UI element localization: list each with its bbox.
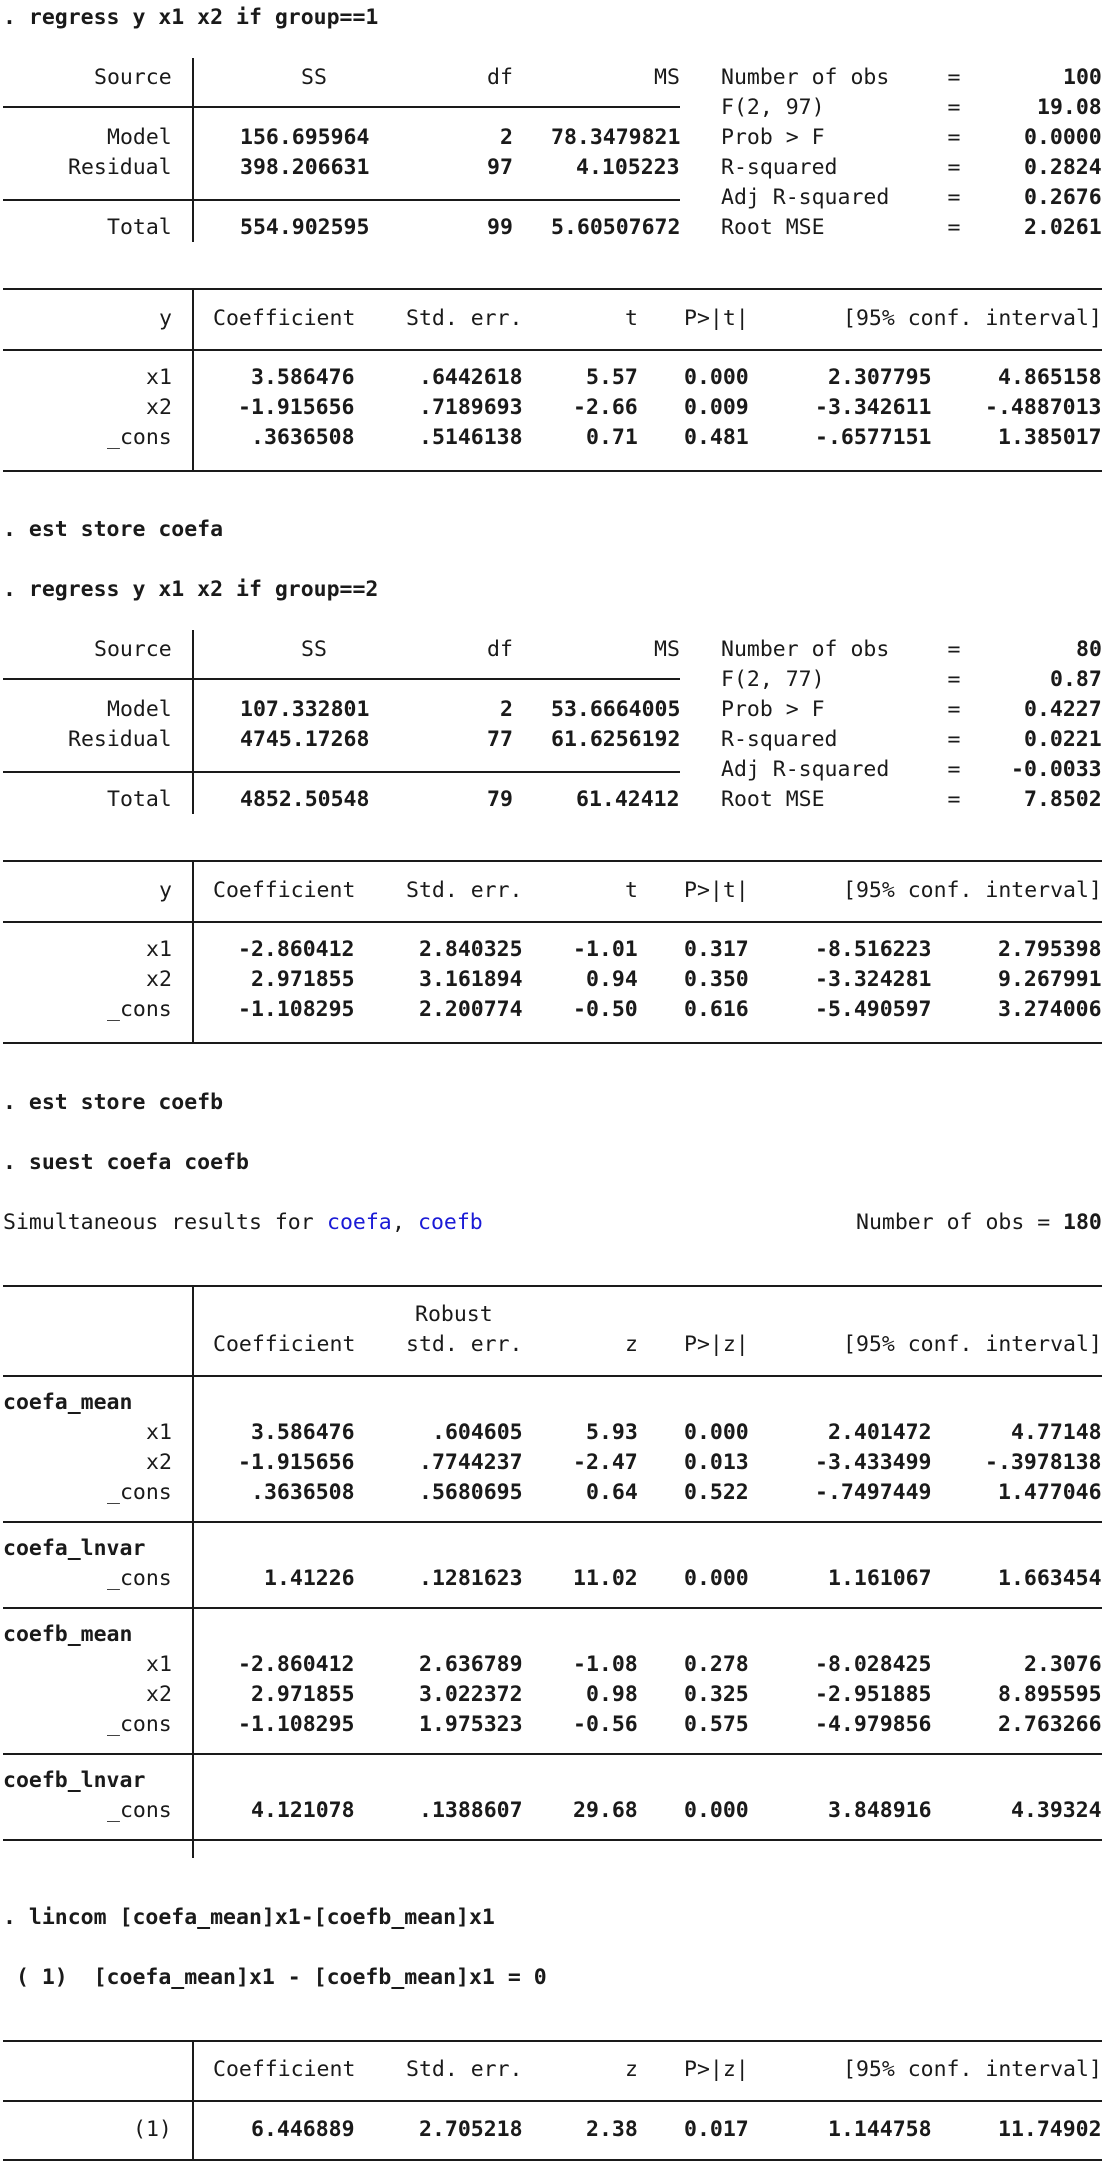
model-stat-equals: = bbox=[947, 697, 961, 722]
anova-header-rule bbox=[3, 678, 680, 680]
command-line: . est store coefa bbox=[3, 517, 224, 542]
coef-row-value: 3.161894 bbox=[419, 967, 523, 992]
anova-row-ms: 61.42412 bbox=[576, 787, 680, 812]
coef-row-value: 1.161067 bbox=[828, 1566, 932, 1591]
suest-header-col: Coefficient bbox=[213, 1332, 356, 1357]
coef-row-value: -1.08 bbox=[573, 1652, 638, 1677]
model-stat-label: Prob > F bbox=[721, 697, 825, 722]
anova-row-ss: 107.332801 bbox=[240, 697, 370, 722]
model-stat-equals: = bbox=[947, 727, 961, 752]
coef-row-value: 2.636789 bbox=[419, 1652, 523, 1677]
coef-row-value: 4.121078 bbox=[251, 1798, 355, 1823]
suest-title: Simultaneous results for bbox=[3, 1210, 327, 1235]
coef-row-name: _cons bbox=[107, 1480, 172, 1505]
coef-row-value: 1.477046 bbox=[998, 1480, 1102, 1505]
equation-block-rule bbox=[3, 1753, 1102, 1755]
coef-row-value: -.7497449 bbox=[815, 1480, 932, 1505]
anova-row-ms: 5.60507672 bbox=[551, 215, 681, 240]
coef-row-value: 2.795398 bbox=[998, 937, 1102, 962]
anova-row-df: 2 bbox=[500, 697, 513, 722]
coef-row-name: x1 bbox=[146, 365, 172, 390]
table-column-divider bbox=[192, 2041, 194, 2160]
model-stat-value: 0.2676 bbox=[1024, 185, 1102, 210]
anova-row-source: Residual bbox=[68, 155, 172, 180]
anova-row-df: 97 bbox=[487, 155, 513, 180]
coef-row-value: 0.017 bbox=[684, 2117, 749, 2142]
model-stat-equals: = bbox=[947, 65, 961, 90]
anova-header-ss: SS bbox=[301, 65, 327, 90]
estimate-link-coefb[interactable]: coefb bbox=[418, 1210, 483, 1235]
anova-row-source: Residual bbox=[68, 727, 172, 752]
model-stat-equals: = bbox=[947, 95, 961, 120]
coef-row-value: 0.317 bbox=[684, 937, 749, 962]
coef-row-value: -.6577151 bbox=[815, 425, 932, 450]
coef-table-top-rule bbox=[3, 288, 1102, 290]
coef-row-value: 0.000 bbox=[684, 1798, 749, 1823]
coef-row-value: 3.848916 bbox=[828, 1798, 932, 1823]
coef-row-value: -2.860412 bbox=[238, 1652, 355, 1677]
command-line: . lincom [coefa_mean]x1-[coefb_mean]x1 bbox=[3, 1905, 495, 1930]
model-stat-label: Adj R-squared bbox=[721, 757, 890, 782]
coef-row-value: 1.41226 bbox=[264, 1566, 355, 1591]
anova-row-ss: 4745.17268 bbox=[240, 727, 370, 752]
coef-row-value: -2.66 bbox=[573, 395, 638, 420]
model-stat-value: 0.87 bbox=[1050, 667, 1102, 692]
anova-header-rule bbox=[3, 106, 680, 108]
model-stat-label: Number of obs bbox=[721, 65, 890, 90]
suest-nobs-label: Number of obs = bbox=[856, 1210, 1064, 1235]
model-stat-label: Adj R-squared bbox=[721, 185, 890, 210]
equation-name: coefa_mean bbox=[3, 1390, 133, 1415]
coef-row-value: 6.446889 bbox=[251, 2117, 355, 2142]
command-line: . est store coefb bbox=[3, 1090, 224, 1115]
model-stat-label: Number of obs bbox=[721, 637, 890, 662]
lincom-header-col: z bbox=[625, 2057, 638, 2082]
coef-table-top-rule bbox=[3, 860, 1102, 862]
coef-row-value: -1.915656 bbox=[238, 1450, 355, 1475]
anova-header-ms: MS bbox=[654, 65, 680, 90]
anova-row-ss: 554.902595 bbox=[240, 215, 370, 240]
coef-row-value: -1.01 bbox=[573, 937, 638, 962]
coef-row-value: -5.490597 bbox=[815, 997, 932, 1022]
coef-header-depvar: y bbox=[159, 878, 172, 903]
coef-row-value: -4.979856 bbox=[815, 1712, 932, 1737]
lincom-table-top-rule bbox=[3, 2040, 1102, 2042]
coef-row-value: -3.433499 bbox=[815, 1450, 932, 1475]
coef-row-name: x1 bbox=[146, 937, 172, 962]
coef-row-value: .7744237 bbox=[419, 1450, 523, 1475]
coef-row-value: 4.77148 bbox=[1011, 1420, 1102, 1445]
coef-row-value: .3636508 bbox=[251, 425, 355, 450]
coef-row-value: 3.022372 bbox=[419, 1682, 523, 1707]
model-stat-value: 2.0261 bbox=[1024, 215, 1102, 240]
coef-row-value: 0.616 bbox=[684, 997, 749, 1022]
anova-header-source: Source bbox=[94, 65, 172, 90]
lincom-table-bottom-rule bbox=[3, 2159, 1102, 2161]
lincom-constraint: ( 1) [coefa_mean]x1 - [coefb_mean]x1 = 0 bbox=[3, 1965, 547, 1990]
coef-row-value: -2.951885 bbox=[815, 1682, 932, 1707]
anova-header-ms: MS bbox=[654, 637, 680, 662]
suest-table-top-rule bbox=[3, 1285, 1102, 1287]
anova-row-ss: 398.206631 bbox=[240, 155, 370, 180]
coef-row-name: _cons bbox=[107, 1566, 172, 1591]
model-stat-label: Prob > F bbox=[721, 125, 825, 150]
coef-row-value: 2.705218 bbox=[419, 2117, 523, 2142]
coef-row-value: 1.663454 bbox=[998, 1566, 1102, 1591]
coef-row-value: -0.50 bbox=[573, 997, 638, 1022]
coef-row-value: -2.47 bbox=[573, 1450, 638, 1475]
coef-header-col: P>|t| bbox=[684, 878, 749, 903]
coef-row-name: x2 bbox=[146, 395, 172, 420]
coef-row-value: .3636508 bbox=[251, 1480, 355, 1505]
coef-header-col: t bbox=[625, 878, 638, 903]
coef-row-value: 0.71 bbox=[586, 425, 638, 450]
anova-row-ms: 61.6256192 bbox=[551, 727, 681, 752]
coef-row-value: 2.38 bbox=[586, 2117, 638, 2142]
model-stat-value: 0.4227 bbox=[1024, 697, 1102, 722]
coef-row-value: 2.3076 bbox=[1024, 1652, 1102, 1677]
coef-row-value: 0.000 bbox=[684, 1566, 749, 1591]
suest-table-bottom-rule bbox=[3, 1839, 1102, 1841]
coef-row-value: 2.840325 bbox=[419, 937, 523, 962]
anova-row-source: Total bbox=[107, 215, 172, 240]
coef-row-value: -1.108295 bbox=[238, 997, 355, 1022]
anova-row-df: 2 bbox=[500, 125, 513, 150]
suest-header-col: std. err. bbox=[406, 1332, 523, 1357]
coef-row-value: 0.013 bbox=[684, 1450, 749, 1475]
coef-header-col: Coefficient bbox=[213, 306, 356, 331]
coef-row-value: 2.307795 bbox=[828, 365, 932, 390]
suest-nobs-value: 180 bbox=[1063, 1210, 1102, 1235]
coef-row-value: 11.02 bbox=[573, 1566, 638, 1591]
equation-block-rule bbox=[3, 1607, 1102, 1609]
model-stat-equals: = bbox=[947, 667, 961, 692]
coef-row-value: -0.56 bbox=[573, 1712, 638, 1737]
suest-header-col: [95% conf. interval] bbox=[843, 1332, 1102, 1357]
coef-header-col: t bbox=[625, 306, 638, 331]
coef-row-value: -1.108295 bbox=[238, 1712, 355, 1737]
coef-row-value: .1388607 bbox=[419, 1798, 523, 1823]
coef-row-value: 0.575 bbox=[684, 1712, 749, 1737]
model-stat-value: 0.2824 bbox=[1024, 155, 1102, 180]
coef-row-name: x1 bbox=[146, 1652, 172, 1677]
coef-row-value: 2.971855 bbox=[251, 967, 355, 992]
anova-header-ss: SS bbox=[301, 637, 327, 662]
coef-row-value: 0.325 bbox=[684, 1682, 749, 1707]
estimate-link-coefa[interactable]: coefa bbox=[327, 1210, 392, 1235]
coef-row-name: _cons bbox=[107, 1712, 172, 1737]
coef-row-value: .7189693 bbox=[419, 395, 523, 420]
anova-row-ms: 4.105223 bbox=[576, 155, 680, 180]
coef-row-value: 11.74902 bbox=[998, 2117, 1102, 2142]
suest-header-rule bbox=[3, 1375, 1102, 1377]
table-column-divider bbox=[192, 861, 194, 1043]
coef-row-value: 5.57 bbox=[586, 365, 638, 390]
command-line: . regress y x1 x2 if group==2 bbox=[3, 577, 379, 602]
coef-row-value: 0.350 bbox=[684, 967, 749, 992]
model-stat-label: Root MSE bbox=[721, 787, 825, 812]
lincom-header-rule bbox=[3, 2100, 1102, 2102]
equation-block-rule bbox=[3, 1521, 1102, 1523]
anova-row-source: Total bbox=[107, 787, 172, 812]
model-stat-label: R-squared bbox=[721, 727, 838, 752]
coef-row-value: 0.009 bbox=[684, 395, 749, 420]
coef-row-name: x1 bbox=[146, 1420, 172, 1445]
model-stat-equals: = bbox=[947, 125, 961, 150]
coef-row-value: 1.144758 bbox=[828, 2117, 932, 2142]
coef-row-value: .6442618 bbox=[419, 365, 523, 390]
lincom-header-col: [95% conf. interval] bbox=[843, 2057, 1102, 2082]
table-column-divider bbox=[192, 1286, 194, 1858]
coef-row-value: -2.860412 bbox=[238, 937, 355, 962]
coef-row-value: 3.586476 bbox=[251, 365, 355, 390]
coef-row-value: -.3978138 bbox=[985, 1450, 1102, 1475]
coef-table-bottom-rule bbox=[3, 1042, 1102, 1044]
model-stat-value: 19.08 bbox=[1037, 95, 1102, 120]
coef-row-value: 29.68 bbox=[573, 1798, 638, 1823]
lincom-header-col: Std. err. bbox=[406, 2057, 523, 2082]
equation-name: coefb_lnvar bbox=[3, 1768, 146, 1793]
coef-row-value: 0.278 bbox=[684, 1652, 749, 1677]
coef-row-value: 0.000 bbox=[684, 1420, 749, 1445]
anova-row-df: 79 bbox=[487, 787, 513, 812]
coef-row-value: .5680695 bbox=[419, 1480, 523, 1505]
anova-total-rule bbox=[3, 199, 680, 201]
table-column-divider bbox=[192, 289, 194, 471]
suest-header-col: z bbox=[625, 1332, 638, 1357]
coef-row-value: -.4887013 bbox=[985, 395, 1102, 420]
coef-row-value: -3.342611 bbox=[815, 395, 932, 420]
coef-row-value: 2.763266 bbox=[998, 1712, 1102, 1737]
equation-name: coefb_mean bbox=[3, 1622, 133, 1647]
model-stat-value: -0.0033 bbox=[1011, 757, 1102, 782]
model-stat-equals: = bbox=[947, 215, 961, 240]
coef-row-value: 2.200774 bbox=[419, 997, 523, 1022]
coef-header-col: Std. err. bbox=[406, 306, 523, 331]
coef-row-value: 2.971855 bbox=[251, 1682, 355, 1707]
equation-name: coefa_lnvar bbox=[3, 1536, 146, 1561]
anova-row-ms: 78.3479821 bbox=[551, 125, 681, 150]
anova-header-df: df bbox=[487, 637, 513, 662]
anova-header-source: Source bbox=[94, 637, 172, 662]
anova-row-ms: 53.6664005 bbox=[551, 697, 681, 722]
coef-row-value: 0.94 bbox=[586, 967, 638, 992]
anova-row-source: Model bbox=[107, 697, 172, 722]
coef-row-value: -8.028425 bbox=[815, 1652, 932, 1677]
coef-row-name: x2 bbox=[146, 1450, 172, 1475]
coef-header-col: Coefficient bbox=[213, 878, 356, 903]
model-stat-value: 0.0221 bbox=[1024, 727, 1102, 752]
anova-header-df: df bbox=[487, 65, 513, 90]
model-stat-label: F(2, 77) bbox=[721, 667, 825, 692]
coef-row-value: 0.98 bbox=[586, 1682, 638, 1707]
coef-header-rule bbox=[3, 349, 1102, 351]
coef-row-value: 3.586476 bbox=[251, 1420, 355, 1445]
coef-row-value: 1.385017 bbox=[998, 425, 1102, 450]
coef-row-value: 0.481 bbox=[684, 425, 749, 450]
coef-row-value: 0.522 bbox=[684, 1480, 749, 1505]
model-stat-label: Root MSE bbox=[721, 215, 825, 240]
coef-row-value: 4.865158 bbox=[998, 365, 1102, 390]
coef-row-value: -1.915656 bbox=[238, 395, 355, 420]
anova-row-ss: 4852.50548 bbox=[240, 787, 370, 812]
coef-header-col: P>|t| bbox=[684, 306, 749, 331]
coef-header-ci: [95% conf. interval] bbox=[843, 306, 1102, 331]
coef-row-value: 2.401472 bbox=[828, 1420, 932, 1445]
model-stat-equals: = bbox=[947, 185, 961, 210]
model-stat-equals: = bbox=[947, 757, 961, 782]
anova-total-rule bbox=[3, 771, 680, 773]
model-stat-value: 100 bbox=[1063, 65, 1102, 90]
coef-row-name: _cons bbox=[107, 425, 172, 450]
model-stat-label: F(2, 97) bbox=[721, 95, 825, 120]
command-line: . regress y x1 x2 if group==1 bbox=[3, 5, 379, 30]
coef-row-value: .5146138 bbox=[419, 425, 523, 450]
suest-header-col: P>|z| bbox=[684, 1332, 749, 1357]
coef-row-value: -3.324281 bbox=[815, 967, 932, 992]
coef-row-value: 8.895595 bbox=[998, 1682, 1102, 1707]
coef-row-name: _cons bbox=[107, 1798, 172, 1823]
model-stat-label: R-squared bbox=[721, 155, 838, 180]
coef-row-value: .604605 bbox=[432, 1420, 523, 1445]
command-line: . suest coefa coefb bbox=[3, 1150, 249, 1175]
coef-row-value: 9.267991 bbox=[998, 967, 1102, 992]
coef-row-value: 0.64 bbox=[586, 1480, 638, 1505]
coef-row-name: (1) bbox=[133, 2117, 172, 2142]
suest-header-robust: Robust bbox=[415, 1302, 493, 1327]
coef-row-name: x2 bbox=[146, 967, 172, 992]
coef-header-col: Std. err. bbox=[406, 878, 523, 903]
coef-row-value: -8.516223 bbox=[815, 937, 932, 962]
model-stat-equals: = bbox=[947, 637, 961, 662]
coef-header-rule bbox=[3, 921, 1102, 923]
anova-row-df: 99 bbox=[487, 215, 513, 240]
model-stat-equals: = bbox=[947, 787, 961, 812]
coef-header-depvar: y bbox=[159, 306, 172, 331]
coef-row-value: 3.274006 bbox=[998, 997, 1102, 1022]
anova-row-source: Model bbox=[107, 125, 172, 150]
anova-row-ss: 156.695964 bbox=[240, 125, 370, 150]
coef-row-name: _cons bbox=[107, 997, 172, 1022]
suest-title-separator: , bbox=[392, 1210, 418, 1235]
coef-row-value: 1.975323 bbox=[419, 1712, 523, 1737]
coef-row-value: 5.93 bbox=[586, 1420, 638, 1445]
table-column-divider bbox=[192, 58, 194, 242]
coef-row-value: .1281623 bbox=[419, 1566, 523, 1591]
lincom-header-col: Coefficient bbox=[213, 2057, 356, 2082]
table-column-divider bbox=[192, 630, 194, 814]
lincom-header-col: P>|z| bbox=[684, 2057, 749, 2082]
model-stat-equals: = bbox=[947, 155, 961, 180]
coef-row-value: 0.000 bbox=[684, 365, 749, 390]
coef-row-value: 4.39324 bbox=[1011, 1798, 1102, 1823]
coef-table-bottom-rule bbox=[3, 470, 1102, 472]
coef-header-ci: [95% conf. interval] bbox=[843, 878, 1102, 903]
model-stat-value: 7.8502 bbox=[1024, 787, 1102, 812]
model-stat-value: 0.0000 bbox=[1024, 125, 1102, 150]
anova-row-df: 77 bbox=[487, 727, 513, 752]
model-stat-value: 80 bbox=[1076, 637, 1102, 662]
coef-row-name: x2 bbox=[146, 1682, 172, 1707]
